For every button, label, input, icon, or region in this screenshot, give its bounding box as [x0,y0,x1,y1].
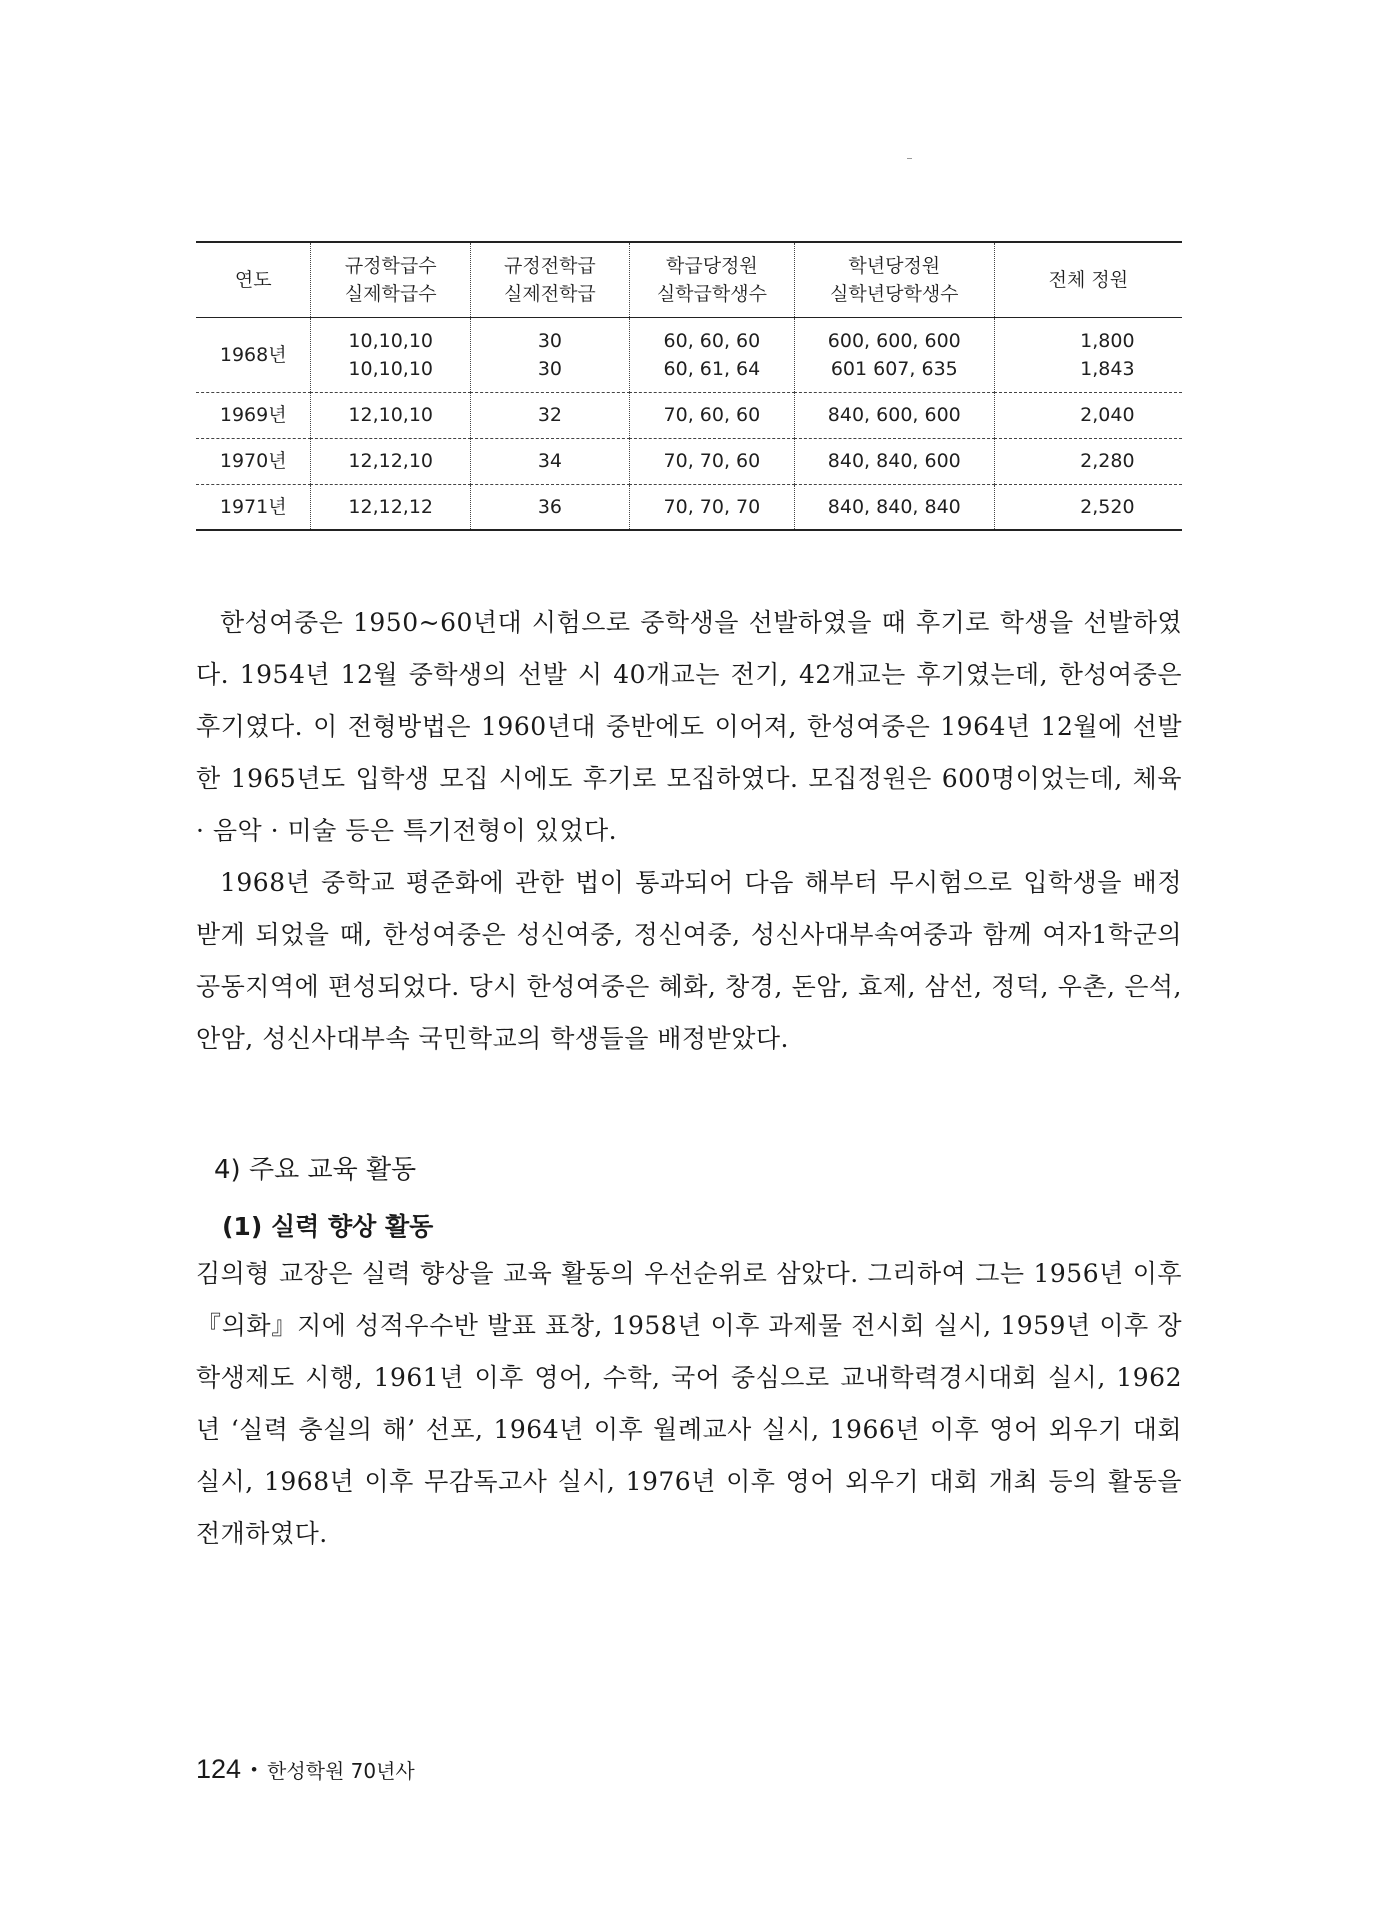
cell-total: 1,800 1,843 [994,317,1182,392]
cell-total-classes: 32 [470,392,629,438]
cell-classes: 12,10,10 [311,392,470,438]
cell-total: 2,520 [994,484,1182,530]
body-paragraph: 1968년 중학교 평준화에 관한 법이 통과되어 다음 해부터 무시험으로 입학생을 배정받게 되었을 때, 한성여중은 성신여중, 정신여중, 성신사대부속여중과 함께 여자1학군의 공동지역에 편성되었다. 당시 한성여중은 혜화, 창경, 돈암, 효제, 삼선, 정덕, 우촌, 은석, 안암, 성신사대부속 국민학교의 학생들을 배정받았다. [196,868,1182,1053]
header-year: 연도 [196,242,311,317]
cell-total-classes: 34 [470,438,629,484]
cell-year: 1969년 [219,404,287,426]
header-total: 전체 정원 [994,242,1182,317]
cell-per-class: 70, 60, 60 [629,392,794,438]
footer-bullet: • [251,1760,258,1779]
cell-per-class: 60, 60, 60 60, 61, 64 [629,317,794,392]
page-footer [196,1754,415,1785]
body-paragraph: 김의형 교장은 실력 향상을 교육 활동의 우선순위로 삼았다. 그리하여 그는 1956년 이후 『의화』지에 성적우수반 발표 표창, 1958년 이후 과제물 전시회 실시, 1959년 이후 장학생제도 시행, 1961년 이후 영어, 수학, 국어 중심으로 교내학력경시대회 실시, 1962년 ‘실력 충실의 해’ 선포, 1964년 이후 월례교사 실시, 1966년 이후 영어 외우기 대회 실시, 1968년 이후 무감독고사 실시, 1976년 이후 영어 외우기 대회 개최 등의 활동을 전개하였다. [196,1259,1182,1548]
header-classes: 규정학급수 실제학급수 [311,242,470,317]
table-row [196,392,1182,438]
cell-per-grade: 600, 600, 600 601 607, 635 [794,317,994,392]
cell-per-grade: 840, 600, 600 [794,392,994,438]
header-total-classes: 규정전학급 실제전학급 [470,242,629,317]
cell-total-classes: 36 [470,484,629,530]
table-row [196,484,1182,530]
enrollment-table [196,241,1182,531]
cell-classes: 12,12,12 [311,484,470,530]
cell-year: 1970년 [219,450,287,472]
cell-year: 1968년 [219,343,287,366]
cell-classes: 12,12,10 [311,438,470,484]
header-per-class: 학급당정원 실학급학생수 [629,242,794,317]
cell-per-grade: 840, 840, 600 [794,438,994,484]
scan-mark [907,158,912,159]
subsection-heading: (1) 실력 향상 활동 [222,1212,434,1241]
cell-year: 1971년 [219,495,287,518]
cell-classes: 10,10,10 10,10,10 [311,317,470,392]
cell-total-classes: 30 30 [470,317,629,392]
cell-per-grade: 840, 840, 840 [794,484,994,530]
table-row [196,317,1182,392]
table-header-row [196,242,1182,317]
table-row [196,438,1182,484]
header-per-grade: 학년당정원 실학년당학생수 [794,242,994,317]
page-number: 124 [196,1754,242,1784]
body-paragraph: 한성여중은 1950~60년대 시험으로 중학생을 선발하였을 때 후기로 학생을 선발하였다. 1954년 12월 중학생의 선발 시 40개교는 전기, 42개교는 후기였는데, 한성여중은 후기였다. 이 전형방법은 1960년대 중반에도 이어져, 한성여중은 1964년 12월에 선발한 1965년도 입학생 모집 시에도 후기로 모집하였다. 모집정원은 600명이었는데, 체육 · 음악 · 미술 등은 특기전형이 있었다. [196,608,1182,845]
section-heading: 4) 주요 교육 활동 [214,1155,417,1185]
cell-total: 2,040 [994,392,1182,438]
cell-per-class: 70, 70, 70 [629,484,794,530]
book-title: 한성학원 70년사 [267,1759,415,1783]
cell-per-class: 70, 70, 60 [629,438,794,484]
cell-total: 2,280 [994,438,1182,484]
